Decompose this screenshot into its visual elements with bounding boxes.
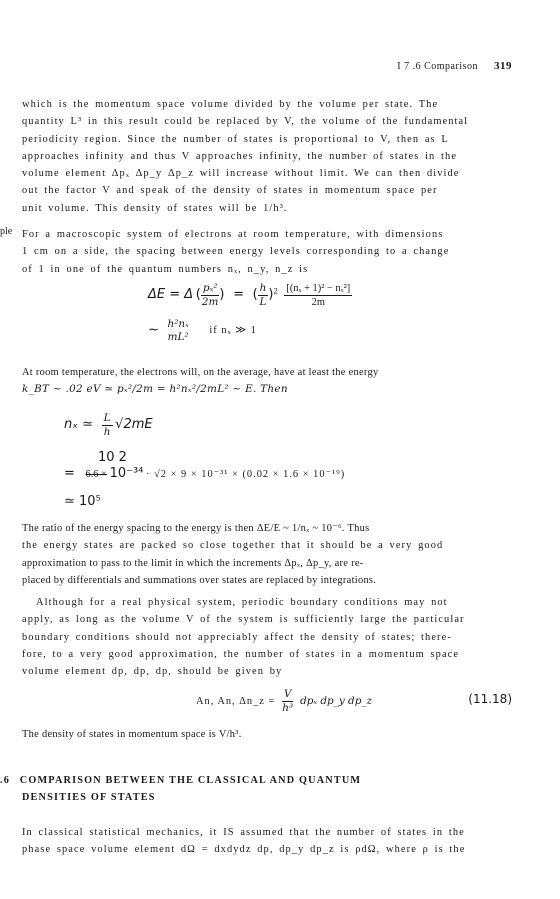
section-title-line2: DENSITIES OF STATES: [22, 792, 156, 803]
page-number: 319: [494, 60, 512, 72]
text-line: Although for a real physical system, periodic boundary conditions may not: [36, 597, 448, 608]
equation-number: (11.18): [468, 692, 512, 706]
header-section: I 7 .6 Comparison: [397, 61, 478, 72]
text-line: which is the momentum space volume divided by the volume per state. The: [22, 99, 439, 110]
text-line: unit volume. This density of states will be 1/h³.: [22, 202, 288, 214]
section-number: .6: [0, 775, 11, 786]
text-line: approximation to pass to the limit in which the increments Δpₓ, Δp_y, are re-: [22, 557, 364, 569]
text-line: the energy states are packed so close together that it should be a very good: [22, 540, 444, 552]
text-line: k_BT ~ .02 eV ≃ pₓ²/2m = h²nₓ²/2mL² ~ E. Then: [22, 383, 288, 396]
text-line: quantity L³ in this result could be replaced by V, the volume of the fundamental: [22, 116, 469, 128]
example-intro: [22, 226, 492, 278]
running-header: [397, 60, 512, 72]
text-line: phase space volume element dΩ = dxdydz dp, dp_y dp_z is ρdΩ, where ρ is the: [22, 844, 466, 856]
text-line: periodicity region. Since the number of states is proportional to V, then as L: [22, 133, 449, 145]
equation-numeric: = 6.6 × 10⁻³⁴ · √2 × 9 × 10⁻³¹ × (0.02 × 1.6 × 10⁻¹⁹): [64, 466, 346, 481]
equation-approx: ~ h²nₓ mL² if nₓ ≫ 1: [148, 318, 257, 343]
paragraph-boundary: [22, 594, 492, 680]
equation-11-18: An, An, Δn_z = $\frac{V}{\text{h³}}$ dpₓ dp_y dp_z: [196, 688, 373, 714]
text-line: boundary conditions should not appreciably affect the density of states; there-: [22, 631, 452, 643]
equation-delta-e: ΔE = Δ ( $\frac{\text{pₓ²}}{2m}$ ) = ( $\frac{h}{L}$ )$^2$ $\frac{\text{[(nₓ + 1)² − nₓ²]}}{2m}$: [148, 282, 351, 308]
equation-nx: nₓ ≃ $\frac{L}{h}$ √2mE: [64, 412, 153, 438]
equation-result: ≃ 10⁵: [64, 494, 101, 509]
equation-numeric-top: 10 2: [98, 450, 127, 465]
text-line: At room temperature, the electrons will, on the average, have at least the energy: [22, 367, 379, 378]
section-title-line1: COMPARISON BETWEEN THE CLASSICAL AND QUANTUM: [19, 775, 362, 786]
text-line: The density of states in momentum space is V/h³.: [22, 729, 242, 740]
margin-label: ple: [0, 226, 13, 237]
text-line: out the factor V and speak of the density of states in momentum space per: [22, 185, 438, 197]
section-heading: [0, 772, 361, 806]
text-line: For a macroscopic system of electrons at room temperature, with dimensions: [22, 229, 444, 240]
text-line: approaches infinity and thus V approaches infinity, the number of states in the: [22, 150, 458, 162]
text-line: In classical statistical mechanics, it IS assumed that the number of states in the: [22, 827, 465, 838]
text-line: volume element Δpₓ Δp_y Δp_z will increase without limit. We can then divide: [22, 168, 460, 180]
paragraph-classical: [22, 824, 492, 859]
paragraph-intro: [22, 96, 492, 217]
text-line: placed by differentials and summations over states are replaced by integrations.: [22, 574, 377, 586]
paragraph-ratio: [22, 520, 492, 589]
text-line: 1 cm on a side, the spacing between energy levels corresponding to a change: [22, 246, 450, 258]
text-line: volume element dp, dp, dp, should be given by: [22, 666, 283, 678]
text-line: of 1 in one of the quantum numbers nₓ, n_y, n_z is: [22, 263, 309, 275]
text-line: fore, to a very good approximation, the number of states in a momentum space: [22, 648, 460, 660]
text-line: The ratio of the energy spacing to the energy is then ΔE/E ~ 1/nₓ ~ 10⁻⁶. Thus: [22, 523, 370, 534]
paragraph-room-temp: [22, 364, 492, 399]
text-line: apply, as long as the volume V of the system is sufficiently large the particular: [22, 614, 465, 626]
density-statement: [22, 726, 492, 743]
